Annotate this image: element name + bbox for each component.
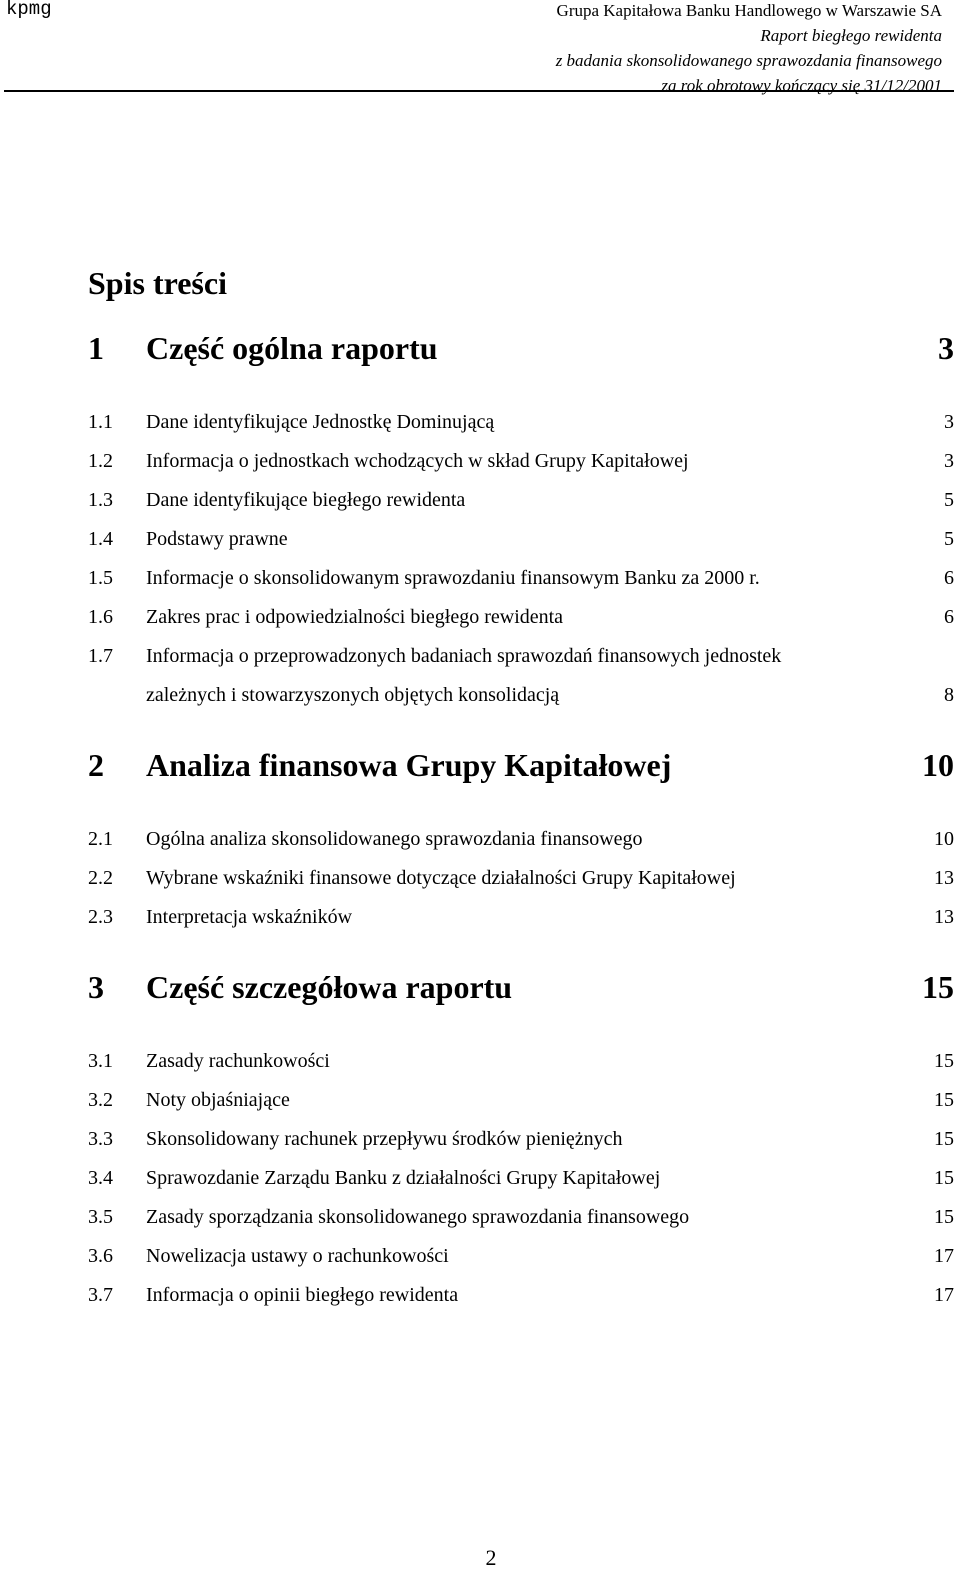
toc-section-page: 15 bbox=[922, 969, 954, 1005]
toc-entry-title: Zasady rachunkowości bbox=[146, 1050, 330, 1072]
toc-section-page: 3 bbox=[938, 330, 954, 366]
toc-section[interactable] bbox=[88, 747, 954, 789]
toc-entry[interactable] bbox=[88, 606, 954, 636]
toc-entry-number: 1.3 bbox=[88, 489, 113, 511]
toc-section[interactable] bbox=[88, 330, 954, 372]
toc-entry-number: 2.2 bbox=[88, 867, 113, 889]
header-report-title: Raport biegłego rewidenta bbox=[760, 26, 942, 45]
toc-section-title: Część ogólna raportu bbox=[146, 330, 438, 366]
toc-entry-number: 1.7 bbox=[88, 645, 113, 667]
toc-entry-page: 13 bbox=[934, 906, 954, 928]
toc-entry-title: Dane identyfikujące Jednostkę Dominującą bbox=[146, 411, 495, 433]
toc-entry-title: Ogólna analiza skonsolidowanego sprawozdania finansowego bbox=[146, 828, 643, 850]
toc-entry-title: Informacja o jednostkach wchodzących w skład Grupy Kapitałowej bbox=[146, 450, 689, 472]
toc-entry-title: Wybrane wskaźniki finansowe dotyczące działalności Grupy Kapitałowej bbox=[146, 867, 736, 889]
toc-section-title: Analiza finansowa Grupy Kapitałowej bbox=[146, 747, 672, 783]
toc-entry[interactable] bbox=[88, 906, 954, 936]
toc-entry-page: 15 bbox=[934, 1050, 954, 1072]
toc-entry-title: Informacja o przeprowadzonych badaniach sprawozdań finansowych jednostek bbox=[146, 645, 782, 667]
toc-section-number: 1 bbox=[88, 330, 104, 366]
toc-entry-title: Sprawozdanie Zarządu Banku z działalności Grupy Kapitałowej bbox=[146, 1167, 661, 1189]
toc-entry-page: 17 bbox=[934, 1284, 954, 1306]
toc-entry-page: 15 bbox=[934, 1167, 954, 1189]
toc-entry-number: 3.3 bbox=[88, 1128, 113, 1150]
toc-entry-page: 15 bbox=[934, 1089, 954, 1111]
toc-entry-number: 1.6 bbox=[88, 606, 113, 628]
toc-entry[interactable] bbox=[88, 645, 954, 715]
toc-entry-number: 2.1 bbox=[88, 828, 113, 850]
toc-entry-number: 3.7 bbox=[88, 1284, 113, 1306]
toc-entry-number: 1.5 bbox=[88, 567, 113, 589]
toc-entry-page: 8 bbox=[944, 684, 954, 706]
document-header bbox=[556, 0, 942, 98]
toc-entry-page: 3 bbox=[944, 450, 954, 472]
toc-entry-number: 3.5 bbox=[88, 1206, 113, 1228]
toc-entry-number: 1.2 bbox=[88, 450, 113, 472]
toc-entry[interactable] bbox=[88, 1089, 954, 1119]
toc-entry[interactable] bbox=[88, 411, 954, 441]
toc-entry[interactable] bbox=[88, 1050, 954, 1080]
toc-entry[interactable] bbox=[88, 1245, 954, 1275]
toc-entry[interactable] bbox=[88, 567, 954, 597]
toc-section-number: 2 bbox=[88, 747, 104, 783]
toc-entry-number: 3.4 bbox=[88, 1167, 113, 1189]
header-divider bbox=[4, 90, 954, 92]
toc-entry-number: 2.3 bbox=[88, 906, 113, 928]
toc-entry-page: 3 bbox=[944, 411, 954, 433]
toc-entry-page: 5 bbox=[944, 489, 954, 511]
toc-section-page: 10 bbox=[922, 747, 954, 783]
toc-entry-title: Informacja o opinii biegłego rewidenta bbox=[146, 1284, 459, 1306]
toc-section-number: 3 bbox=[88, 969, 104, 1005]
toc-entry-number: 3.2 bbox=[88, 1089, 113, 1111]
toc-entry[interactable] bbox=[88, 489, 954, 519]
header-company-name: Grupa Kapitałowa Banku Handlowego w Warszawie SA bbox=[556, 1, 942, 20]
toc-entry[interactable] bbox=[88, 1206, 954, 1236]
toc-entry-page: 10 bbox=[934, 828, 954, 850]
toc-entry-page: 15 bbox=[934, 1206, 954, 1228]
toc-entry[interactable] bbox=[88, 1167, 954, 1197]
toc-entry-page: 13 bbox=[934, 867, 954, 889]
toc-entry-page: 15 bbox=[934, 1128, 954, 1150]
toc-entry-title: Dane identyfikujące biegłego rewidenta bbox=[146, 489, 466, 511]
toc-entry[interactable] bbox=[88, 1284, 954, 1314]
toc-entry-title: Interpretacja wskaźników bbox=[146, 906, 353, 928]
toc-entry-page: 17 bbox=[934, 1245, 954, 1267]
toc-entry-number: 3.6 bbox=[88, 1245, 113, 1267]
toc-entry[interactable] bbox=[88, 450, 954, 480]
toc-section-title: Część szczegółowa raportu bbox=[146, 969, 513, 1005]
toc-entry-number: 1.1 bbox=[88, 411, 113, 433]
page-number: 2 bbox=[485, 1545, 497, 1570]
toc-entry-title: Nowelizacja ustawy o rachunkowości bbox=[146, 1245, 449, 1267]
toc-entry-page: 5 bbox=[944, 528, 954, 550]
toc-entry-number: 1.4 bbox=[88, 528, 113, 550]
toc-entry-page: 6 bbox=[944, 606, 954, 628]
header-report-subject: z badania skonsolidowanego sprawozdania finansowego bbox=[555, 51, 942, 70]
toc-entry-title: Noty objaśniające bbox=[146, 1089, 290, 1111]
toc-section[interactable] bbox=[88, 969, 954, 1011]
toc-entry-title: Zasady sporządzania skonsolidowanego sprawozdania finansowego bbox=[146, 1206, 690, 1228]
company-logo: kpmg bbox=[6, 0, 52, 20]
toc-entry-title: Podstawy prawne bbox=[146, 528, 288, 550]
toc-entry-title: Informacje o skonsolidowanym sprawozdaniu finansowym Banku za 2000 r. bbox=[146, 567, 760, 589]
header-report-period: za rok obrotowy kończący się 31/12/2001 bbox=[661, 76, 942, 95]
toc-entry[interactable] bbox=[88, 1128, 954, 1158]
toc-entry[interactable] bbox=[88, 828, 954, 858]
toc-title: Spis treści bbox=[88, 265, 227, 301]
toc-entry[interactable] bbox=[88, 528, 954, 558]
toc-entry-title: Zakres prac i odpowiedzialności biegłego rewidenta bbox=[146, 606, 564, 628]
toc-entry-number: 3.1 bbox=[88, 1050, 113, 1072]
toc-entry-title-continued: zależnych i stowarzyszonych objętych konsolidacją bbox=[146, 684, 560, 706]
toc-entry-title: Skonsolidowany rachunek przepływu środków pieniężnych bbox=[146, 1128, 623, 1150]
toc-entry[interactable] bbox=[88, 867, 954, 897]
toc-entry-page: 6 bbox=[944, 567, 954, 589]
